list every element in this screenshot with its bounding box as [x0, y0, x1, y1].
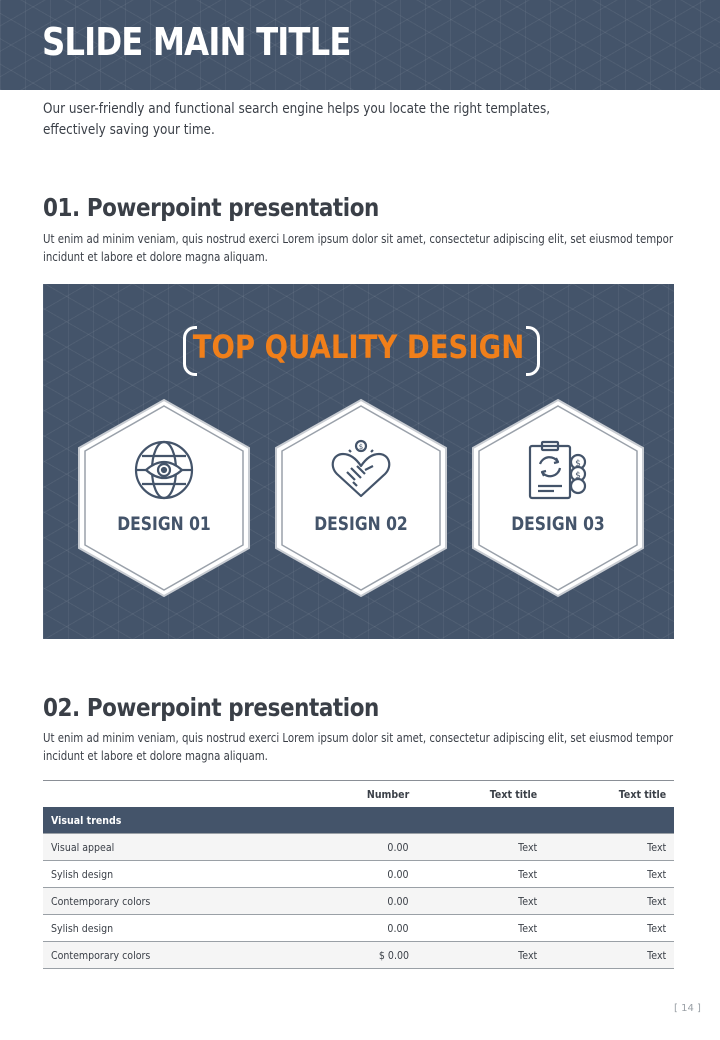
table-header-text-title-1: Text title [417, 781, 546, 808]
row-label: Contemporary colors [43, 942, 299, 969]
row-number: $ 0.00 [299, 942, 417, 969]
table-group-row [43, 807, 674, 834]
svg-text:$: $ [575, 459, 581, 469]
svg-text:$: $ [575, 471, 581, 481]
design-card-1 [77, 398, 251, 598]
row-label: Contemporary colors [43, 888, 299, 915]
design-card-1-label: DESIGN 01 [117, 513, 211, 535]
handshake-heart-icon [329, 438, 393, 502]
row-number: 0.00 [299, 861, 417, 888]
row-text: Text [417, 861, 546, 888]
row-text: Text [417, 915, 546, 942]
row-label: Sylish design [43, 861, 299, 888]
design-card-2 [274, 398, 448, 598]
clipboard-coins-icon [526, 438, 590, 502]
row-label: Sylish design [43, 915, 299, 942]
row-label: Visual appeal [43, 834, 299, 861]
row-text: Text [545, 942, 674, 969]
design-card-3 [471, 398, 645, 598]
table-row [43, 942, 674, 969]
table-group-label: Visual trends [43, 807, 674, 834]
row-number: 0.00 [299, 834, 417, 861]
row-text: Text [545, 861, 674, 888]
row-text: Text [545, 834, 674, 861]
globe-eye-icon [132, 438, 196, 502]
row-text: Text [545, 915, 674, 942]
header-banner [0, 0, 720, 90]
table-header-blank [43, 781, 299, 808]
intro-text [43, 99, 593, 141]
row-number: 0.00 [299, 888, 417, 915]
slide-title: SLIDE MAIN TITLE [42, 20, 351, 64]
table-header-number: Number [299, 781, 417, 808]
table-row [43, 915, 674, 942]
table-row [43, 861, 674, 888]
data-table [43, 780, 674, 969]
table-row [43, 888, 674, 915]
intro-line-2: effectively saving your time. [43, 122, 215, 138]
section-2-text: Ut enim ad minim veniam, quis nostrud exerci Lorem ipsum dolor sit amet, consectetur adipiscing elit, set eiusmod tempor incidunt et labore et dolore magna aliquam. [43, 731, 674, 763]
page-number: [ 14 ] [674, 1003, 701, 1014]
design-card-2-label: DESIGN 02 [314, 513, 408, 535]
row-number: 0.00 [299, 915, 417, 942]
section-2-title: 02. Powerpoint presentation [43, 693, 379, 722]
design-card-3-label: DESIGN 03 [511, 513, 605, 535]
intro-line-1: Our user-friendly and functional search engine helps you locate the right templates, [43, 101, 551, 117]
table-header-row [43, 781, 674, 808]
section-1-title: 01. Powerpoint presentation [43, 193, 379, 222]
section-1-text: Ut enim ad minim veniam, quis nostrud exerci Lorem ipsum dolor sit amet, consectetur adipiscing elit, set eiusmod tempor incidunt et labore et dolore magna aliquam. [43, 232, 674, 264]
banner-title: TOP QUALITY DESIGN [192, 328, 525, 366]
table-row [43, 834, 674, 861]
row-text: Text [545, 888, 674, 915]
svg-text:$: $ [358, 443, 364, 451]
table-header-text-title-2: Text title [545, 781, 674, 808]
row-text: Text [417, 942, 546, 969]
row-text: Text [417, 888, 546, 915]
quality-banner [43, 284, 674, 639]
row-text: Text [417, 834, 546, 861]
